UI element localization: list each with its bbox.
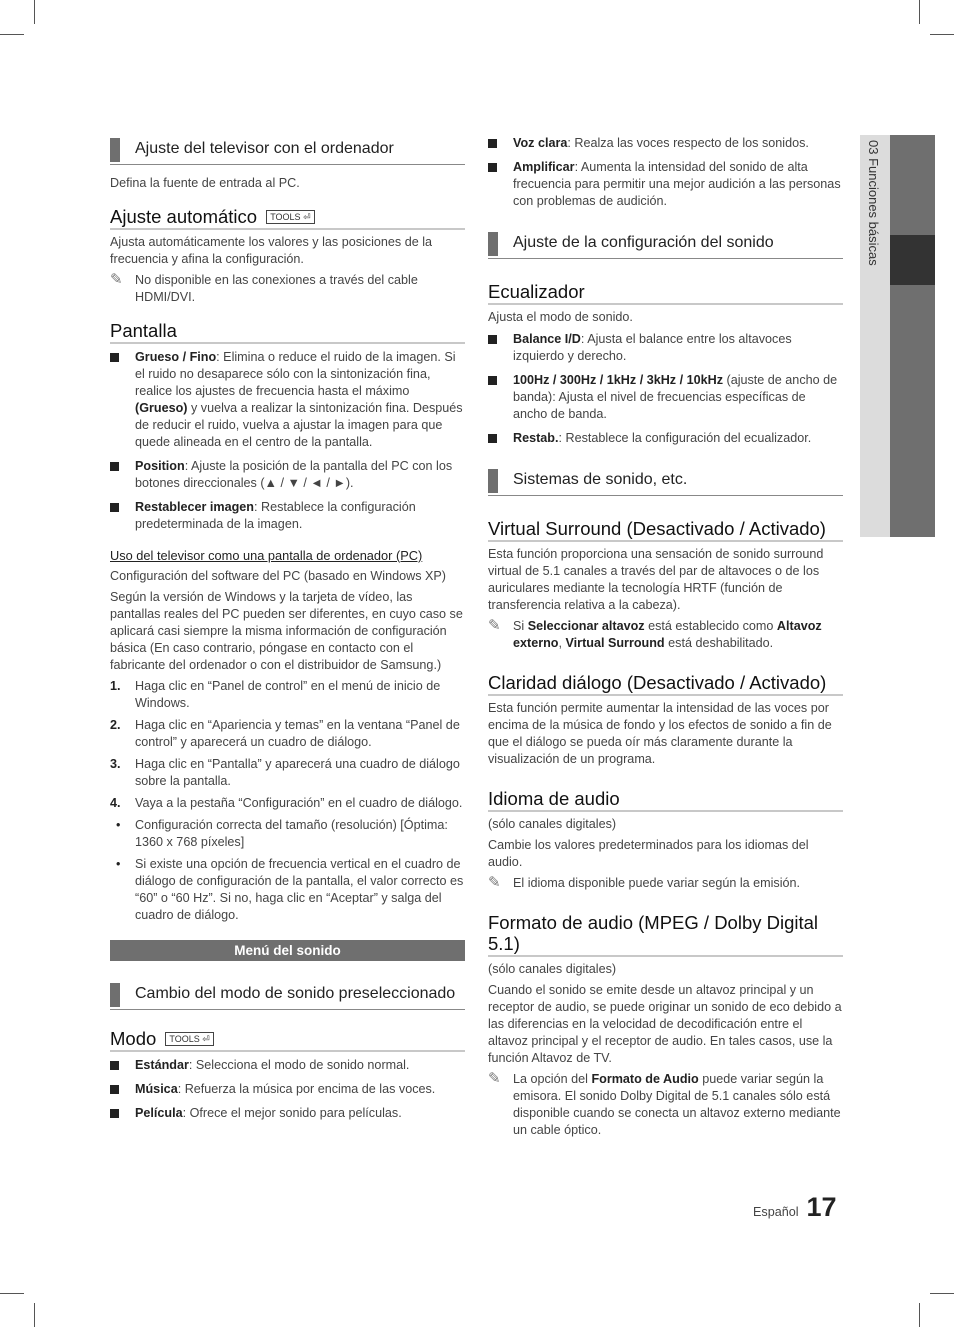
bullet-square-icon bbox=[488, 163, 497, 172]
note-pencil-icon: ✎ bbox=[488, 874, 501, 891]
section-heading-systems: Sistemas de sonido, etc. bbox=[488, 465, 843, 496]
crop-mark bbox=[919, 1303, 920, 1327]
virtual-surround-text: Esta función proporciona una sensación de sonido surround virtual de 5.1 canales a través del par de altavoces o de los auriculares mediante la tecnología HRTF (función de transferencia relativa a la cabeza). bbox=[488, 547, 824, 612]
pc-intro: Defina la fuente de entrada al PC. bbox=[110, 176, 300, 190]
chapter-tab-label: 03 Funciones básicas bbox=[866, 140, 881, 266]
crop-mark bbox=[0, 34, 24, 35]
tools-icon: ⏎ bbox=[303, 212, 311, 222]
audio-format-subtitle: (sólo canales digitales) bbox=[488, 962, 617, 976]
page-number: 17 bbox=[806, 1192, 837, 1222]
screen-item: Restablecer imagen: Restablece la configuración predeterminada de la imagen. bbox=[110, 499, 465, 533]
crop-mark bbox=[919, 0, 920, 24]
dialog-clarity-text: Esta función permite aumentar la intensidad de las voces por encima de la música de fondo y los efectos de sonido a fin de que el diálogo se pueda oír más claramente durante la visualización de un programa. bbox=[488, 701, 832, 766]
mode-item: Película: Ofrece el mejor sonido para películas. bbox=[110, 1105, 465, 1122]
step-item: 4. Vaya a la pestaña “Configuración” en el cuadro de diálogo. bbox=[110, 796, 463, 810]
pc-usage-heading: Uso del televisor como una pantalla de ordenador (PC) bbox=[110, 548, 423, 563]
crop-mark bbox=[34, 0, 35, 24]
tools-badge: TOOLS ⏎ bbox=[165, 1032, 213, 1046]
equalizer-item: 100Hz / 300Hz / 1kHz / 3kHz / 10kHz (ajuste de ancho de banda): Ajusta el nivel de frecuencias específicas de ancho de banda. bbox=[488, 372, 843, 423]
audio-format-title: Formato de audio (MPEG / Dolby Digital 5.1) bbox=[488, 912, 843, 957]
section-heading-preset: Cambio del modo de sonido preseleccionado bbox=[110, 979, 465, 1010]
equalizer-text: Ajusta el modo de sonido. bbox=[488, 310, 633, 324]
audio-format-note: ✎ La opción del Formato de Audio puede variar según la emisora. El sonido Dolby Digital de 5.1 canales sólo está disponible cuando se conecta un altavoz externo mediante un cable óptico. bbox=[488, 1070, 841, 1137]
audio-language-title: Idioma de audio bbox=[488, 788, 843, 812]
step-item: 1. Haga clic en “Panel de control” en el menú de inicio de Windows. bbox=[110, 679, 441, 710]
note-pencil-icon: ✎ bbox=[488, 617, 501, 634]
bullet-square-icon bbox=[488, 376, 497, 385]
chapter-tab-marker bbox=[890, 235, 935, 285]
audio-language-subtitle: (sólo canales digitales) bbox=[488, 817, 617, 831]
dot-item: • Si existe una opción de frecuencia vertical en el cuadro de diálogo de configuración de la pantalla, el valor correcto es “60” o “60 Hz”. Si no, haga clic en “Aceptar” y salga del cuadro de diálogo. bbox=[116, 857, 464, 922]
bullet-dot-icon: • bbox=[116, 857, 121, 871]
right-column bbox=[488, 130, 843, 1143]
crop-mark bbox=[0, 1293, 24, 1294]
chapter-tab-strip bbox=[890, 135, 935, 537]
bullet-dot-icon: • bbox=[116, 818, 121, 832]
audio-language-text: Cambie los valores predeterminados para los idiomas del audio. bbox=[488, 838, 809, 869]
crop-mark bbox=[930, 34, 954, 35]
tools-badge: TOOLS ⏎ bbox=[266, 210, 314, 224]
auto-adjust-text: Ajusta automáticamente los valores y las posiciones de la frecuencia y afina la configuración. bbox=[110, 235, 433, 266]
sound-menu-bar: Menú del sonido bbox=[110, 940, 465, 961]
page-footer bbox=[753, 1192, 837, 1223]
bullet-square-icon bbox=[488, 335, 497, 344]
bullet-square-icon bbox=[488, 139, 497, 148]
dot-item: • Configuración correcta del tamaño (resolución) [Óptima: 1360 x 768 píxeles] bbox=[116, 818, 448, 849]
crop-mark bbox=[34, 1303, 35, 1327]
step-item: 2. Haga clic en “Apariencia y temas” en la ventana “Panel de control” y aparecerá un cuadro de diálogo. bbox=[110, 718, 460, 749]
footer-language: Español bbox=[753, 1205, 799, 1219]
mode-item: Estándar: Selecciona el modo de sonido normal. bbox=[110, 1057, 465, 1074]
pc-usage-text: Según la versión de Windows y la tarjeta de vídeo, las pantallas reales del PC pueden ser diferentes, en cuyo caso se aplicará casi siempre la misma información de configuración básica (En caso contrario, póngase en contacto con el fabricante del ordenador o con el distribuidor de Samsung.) bbox=[110, 590, 463, 672]
virtual-surround-title: Virtual Surround (Desactivado / Activado) bbox=[488, 518, 843, 542]
mode-item: Voz clara: Realza las voces respecto de los sonidos. bbox=[488, 135, 843, 152]
screen-item: Position: Ajuste la posición de la pantalla del PC con los botones direccionales (▲ / ▼ / ◄ / ►). bbox=[110, 458, 465, 492]
bullet-square-icon bbox=[110, 1061, 119, 1070]
bullet-square-icon bbox=[110, 1085, 119, 1094]
mode-item: Música: Refuerza la música por encima de las voces. bbox=[110, 1081, 465, 1098]
virtual-surround-note: ✎ Si Seleccionar altavoz está establecido como Altavoz externo, Virtual Surround está deshabilitado. bbox=[488, 617, 822, 650]
step-item: 3. Haga clic en “Pantalla” y aparecerá una cuadro de diálogo sobre la pantalla. bbox=[110, 757, 460, 788]
note-pencil-icon: ✎ bbox=[110, 271, 123, 288]
equalizer-item: Balance I/D: Ajusta el balance entre los altavoces izquierdo y derecho. bbox=[488, 331, 843, 365]
screen-item: Grueso / Fino: Elimina o reduce el ruido de la imagen. Si el ruido no desaparece sólo con la sintonización fina, realice los ajustes de frecuencia hasta el máximo (Grueso) y vuelva a realizar la sintonización fina. Después de reducir el ruido, vuelva a ajustar la imagen para que quede alineada en el centro de la pantalla. bbox=[110, 349, 465, 451]
equalizer-item: Restab.: Restablece la configuración del ecualizador. bbox=[488, 430, 843, 447]
auto-adjust-title: Ajuste automático TOOLS ⏎ bbox=[110, 206, 465, 230]
tools-icon: ⏎ bbox=[202, 1034, 210, 1044]
audio-language-note: ✎ El idioma disponible puede variar según la emisión. bbox=[488, 874, 801, 891]
pc-usage-subtitle: Configuración del software del PC (basado en Windows XP) bbox=[110, 569, 447, 583]
auto-adjust-note: ✎ No disponible en las conexiones a través del cable HDMI/DVI. bbox=[110, 271, 418, 304]
bullet-square-icon bbox=[110, 462, 119, 471]
audio-format-text: Cuando el sonido se emite desde un altavoz principal y un receptor de audio, se puede originar un sonido de eco debido a las diferencias en la velocidad de decodificación entre el altavoz principal y el receptor de audio. En tales casos, use la función Altavoz de TV. bbox=[488, 983, 842, 1065]
left-column bbox=[110, 128, 465, 1129]
bullet-square-icon bbox=[488, 434, 497, 443]
bullet-square-icon bbox=[110, 1109, 119, 1118]
dialog-clarity-title: Claridad diálogo (Desactivado / Activado) bbox=[488, 672, 843, 696]
section-heading-pc: Ajuste del televisor con el ordenador bbox=[110, 134, 465, 165]
mode-title: Modo TOOLS ⏎ bbox=[110, 1028, 465, 1052]
screen-title: Pantalla bbox=[110, 320, 465, 344]
mode-item: Amplificar: Aumenta la intensidad del sonido de alta frecuencia para permitir una mejor audición a las personas con problemas de audición. bbox=[488, 159, 843, 210]
equalizer-title: Ecualizador bbox=[488, 281, 843, 305]
crop-mark bbox=[930, 1293, 954, 1294]
note-pencil-icon: ✎ bbox=[488, 1070, 501, 1087]
bullet-square-icon bbox=[110, 503, 119, 512]
section-heading-config: Ajuste de la configuración del sonido bbox=[488, 228, 843, 259]
bullet-square-icon bbox=[110, 353, 119, 362]
